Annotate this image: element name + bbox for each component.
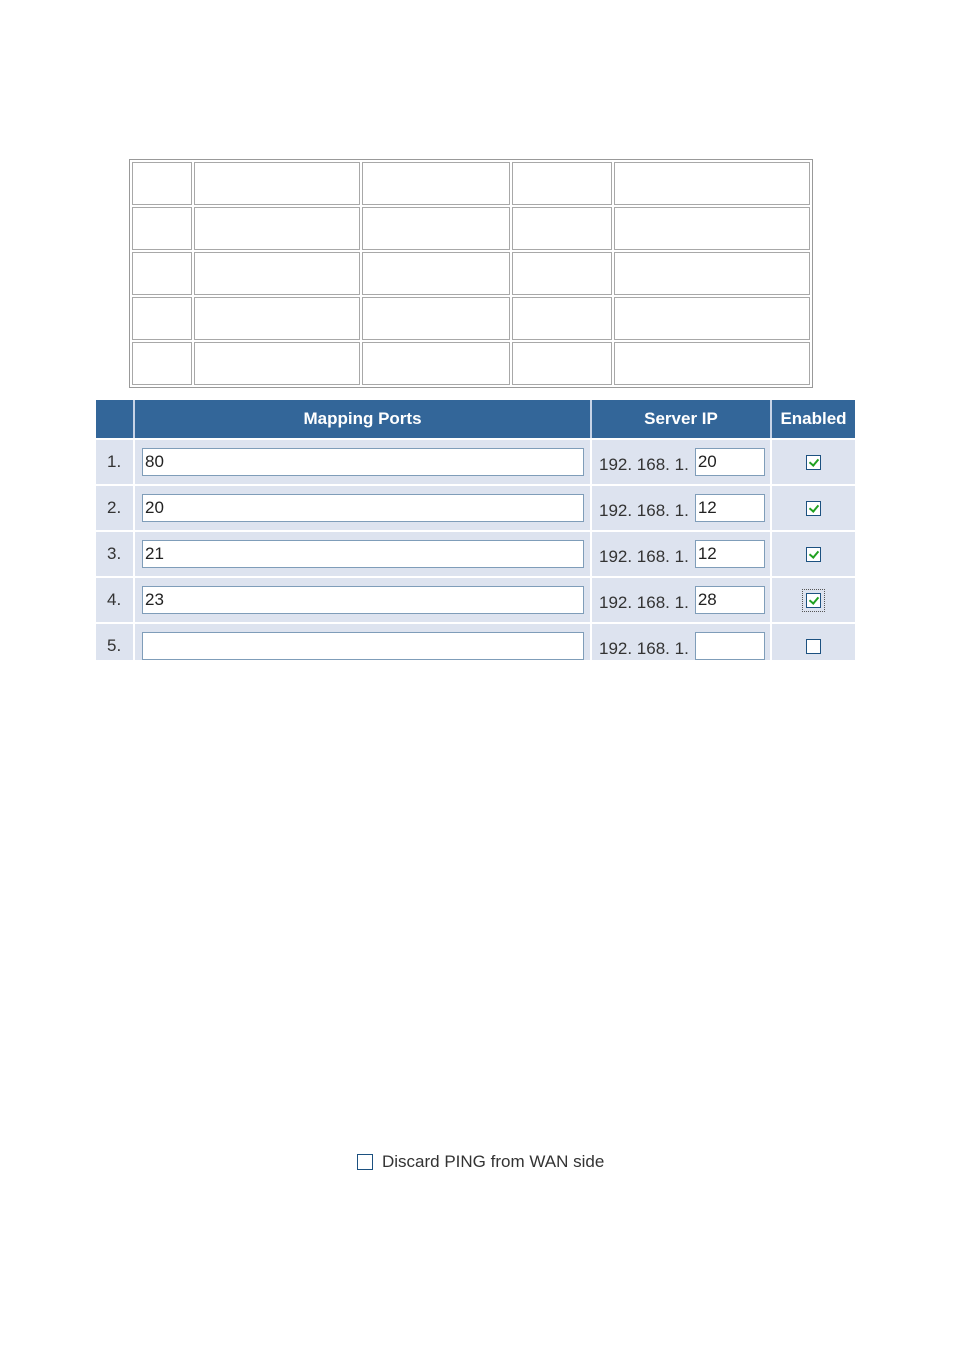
discard-ping-label: Discard PING from WAN side: [382, 1152, 605, 1171]
grid-cell: [614, 252, 810, 295]
table-header: [96, 400, 855, 438]
ip-prefix: 192. 168. 1.: [599, 455, 689, 474]
table-row: [96, 486, 855, 530]
mapping-ports-input[interactable]: [142, 632, 584, 660]
grid-cell: [512, 207, 612, 250]
server-ip-cell: [592, 532, 772, 576]
discard-ping-checkbox[interactable]: [357, 1154, 373, 1170]
server-ip-cell: [592, 624, 772, 660]
server-ip-last-octet-input[interactable]: [695, 586, 765, 614]
table-row: [96, 440, 855, 484]
server-ip-cell: [592, 440, 772, 484]
grid-cell: [362, 207, 510, 250]
server-ip-last-octet-input[interactable]: [695, 540, 765, 568]
row-number: 2.: [96, 486, 135, 530]
grid-cell: [512, 342, 612, 385]
table-row: [96, 532, 855, 576]
grid-cell: [512, 297, 612, 340]
empty-grid-table: [129, 159, 813, 388]
mapping-ports-input[interactable]: [142, 494, 584, 522]
table-row: [96, 624, 855, 660]
mapping-ports-input[interactable]: [142, 448, 584, 476]
enabled-cell: [772, 440, 855, 484]
row-number: 4.: [96, 578, 135, 622]
server-ip-cell: [592, 486, 772, 530]
server-ip-last-octet-input[interactable]: [695, 448, 765, 476]
ip-prefix: 192. 168. 1.: [599, 639, 689, 658]
grid-cell: [132, 297, 192, 340]
server-ip-last-octet-input[interactable]: [695, 494, 765, 522]
enabled-checkbox[interactable]: [806, 501, 821, 516]
grid-cell: [132, 342, 192, 385]
enabled-cell: [772, 624, 855, 660]
server-ip-last-octet-input[interactable]: [695, 632, 765, 660]
grid-cell: [362, 162, 510, 205]
ports-cell: [135, 532, 592, 576]
ports-cell: [135, 440, 592, 484]
grid-cell: [132, 162, 192, 205]
grid-cell: [194, 207, 360, 250]
grid-cell: [512, 252, 612, 295]
row-number: 1.: [96, 440, 135, 484]
mapping-ports-input[interactable]: [142, 586, 584, 614]
row-number: 3.: [96, 532, 135, 576]
enabled-cell: [772, 532, 855, 576]
grid-cell: [194, 162, 360, 205]
mapping-ports-input[interactable]: [142, 540, 584, 568]
grid-cell: [132, 207, 192, 250]
enabled-checkbox[interactable]: [806, 547, 821, 562]
enabled-checkbox[interactable]: [806, 593, 821, 608]
server-ip-cell: [592, 578, 772, 622]
enabled-checkbox[interactable]: [806, 639, 821, 654]
ip-prefix: 192. 168. 1.: [599, 593, 689, 612]
discard-ping-option[interactable]: [357, 1152, 604, 1172]
grid-cell: [194, 252, 360, 295]
enabled-cell: [772, 486, 855, 530]
grid-cell: [194, 297, 360, 340]
ports-cell: [135, 486, 592, 530]
grid-cell: [132, 252, 192, 295]
header-enabled: Enabled: [780, 409, 847, 428]
header-mapping-ports: Mapping Ports: [135, 400, 592, 438]
grid-cell: [614, 297, 810, 340]
ports-cell: [135, 578, 592, 622]
grid-cell: [614, 162, 810, 205]
grid-cell: [194, 342, 360, 385]
focus-ring: [802, 589, 825, 612]
grid-cell: [362, 342, 510, 385]
ip-prefix: 192. 168. 1.: [599, 501, 689, 520]
grid-cell: [512, 162, 612, 205]
enabled-cell: [772, 578, 855, 622]
grid-cell: [614, 342, 810, 385]
ip-prefix: 192. 168. 1.: [599, 547, 689, 566]
grid-cell: [614, 207, 810, 250]
grid-cell: [362, 297, 510, 340]
mapping-ports-table: [96, 400, 855, 660]
grid-cell: [362, 252, 510, 295]
row-number: 5.: [96, 624, 135, 660]
table-row: [96, 578, 855, 622]
header-server-ip: Server IP: [592, 400, 772, 438]
ports-cell: [135, 624, 592, 660]
header-number: [96, 400, 135, 438]
enabled-checkbox[interactable]: [806, 455, 821, 470]
